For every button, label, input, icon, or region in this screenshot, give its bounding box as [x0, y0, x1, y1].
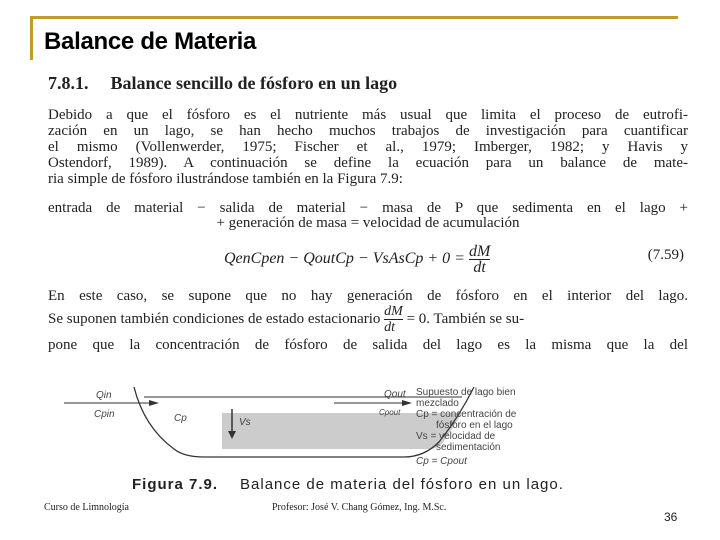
- paragraph-line: pone que la concentración de fósforo de salida del lago es la misma que la del: [48, 337, 688, 353]
- label-c-in: Cpin: [94, 409, 115, 420]
- legend-line: Vs = velocidad de: [416, 431, 496, 442]
- slide-title: Balance de Materia: [44, 28, 257, 55]
- label-vs: Vs: [239, 417, 251, 428]
- legend-line: Supuesto de lago bien: [416, 387, 516, 398]
- legend-line: mezclado: [416, 398, 459, 409]
- footer-professor: Profesor: José V. Chang Gómez, Ing. M.Sc.: [272, 502, 447, 513]
- legend-line: sedimentación: [436, 442, 501, 453]
- equation: [224, 244, 490, 275]
- accent-line-horizontal: [30, 16, 678, 19]
- paragraph-line: Ostendorf, 1989). A continuación se define la ecuación para un balance de mate-: [48, 155, 688, 171]
- word-equation-line: entrada de material − salida de material − masa de P que sedimenta en el lago +: [48, 200, 688, 216]
- legend-line: fósforo en el lago: [436, 420, 513, 431]
- fraction: [384, 304, 403, 335]
- label-q-out: Qout: [384, 389, 406, 400]
- paragraph-line: ria simple de fósforo ilustrándose también en la Figura 7.9:: [48, 171, 403, 187]
- word-equation-line: + generación de masa = velocidad de acumulación: [216, 215, 520, 231]
- footer-course: Curso de Limnología: [44, 502, 129, 513]
- section-number: 7.8.1.: [48, 73, 89, 93]
- legend-line: Cp = concentración de: [416, 409, 517, 420]
- denominator: dt: [473, 259, 486, 276]
- scanned-page: [44, 62, 694, 497]
- lake-diagram: [94, 387, 624, 477]
- paragraph-line: zación en un lago, se han hecho muchos trabajos de investigación para cuantificar: [48, 123, 688, 139]
- text: Se suponen también condiciones de estado estacionario: [48, 310, 381, 327]
- section-heading: [48, 73, 419, 94]
- figure-caption: [132, 476, 564, 493]
- caption-label: Figura 7.9.: [132, 476, 219, 493]
- label-cp: Cp: [174, 413, 187, 424]
- page-number: 36: [664, 510, 678, 524]
- denominator: dt: [384, 320, 396, 335]
- arrow-head: [402, 400, 412, 406]
- paragraph-line: En este caso, se supone que no hay generación de fósforo en el interior del lago.: [48, 288, 688, 304]
- label-q-in: Qin: [96, 390, 112, 401]
- numerator: dM: [384, 304, 403, 319]
- section-title: Balance sencillo de fósforo en un lago: [110, 73, 398, 93]
- equation-number: (7.59): [647, 247, 684, 263]
- numerator: dM: [468, 243, 491, 260]
- legend-line: Cp = Cpout: [416, 456, 467, 467]
- label-c-out: Cpout: [379, 408, 401, 417]
- text: = 0. También se su-: [406, 310, 525, 327]
- equation-fraction: [469, 244, 490, 275]
- arrow-head: [149, 400, 159, 406]
- equation-lhs: QenCpen − QoutCp − VsAsCp + 0 =: [224, 250, 465, 268]
- paragraph-line: Debido a que el fósforo es el nutriente más usual que limita el proceso de eutrofi-: [48, 107, 688, 123]
- paragraph-line: [48, 304, 688, 334]
- accent-line-vertical: [30, 16, 33, 60]
- paragraph-line: el mismo (Vollenwerder, 1975; Fischer et al., 1979; Imberger, 1982; y Havis y: [48, 139, 688, 155]
- caption-text: Balance de materia del fósforo en un lago.: [240, 476, 564, 493]
